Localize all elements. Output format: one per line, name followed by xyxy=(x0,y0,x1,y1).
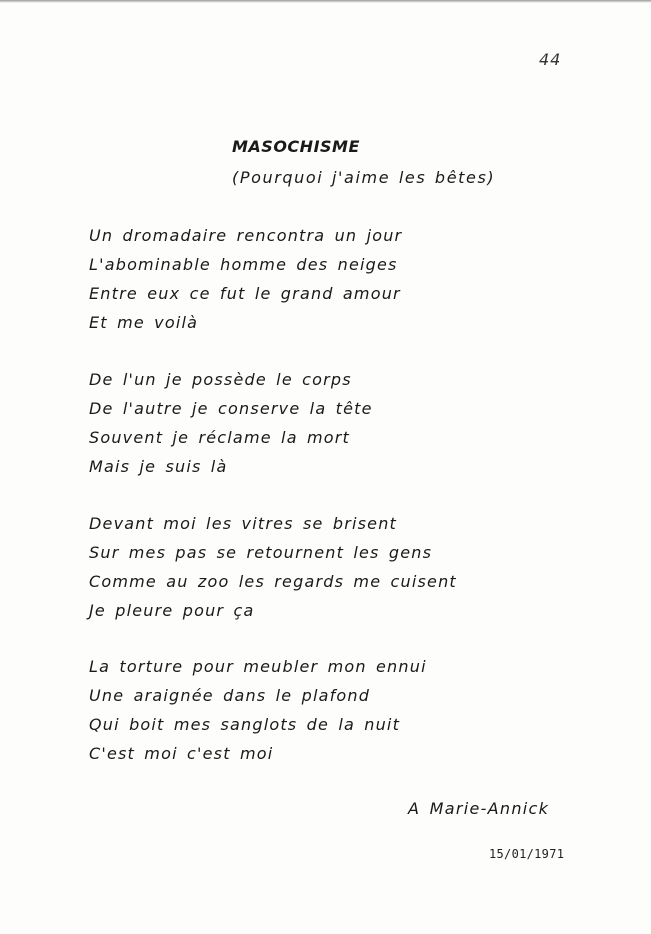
stanza-4 xyxy=(89,652,427,768)
stanza-1 xyxy=(89,221,402,337)
poem-line: Comme au zoo les regards me cuisent xyxy=(89,572,457,591)
poem-date: 15/01/1971 xyxy=(489,847,565,861)
page-top-edge xyxy=(0,0,651,3)
stanza-3 xyxy=(89,509,457,625)
poem-line: De l'autre je conserve la tête xyxy=(89,399,373,418)
dedication: A Marie-Annick xyxy=(408,799,550,818)
poem-line: C'est moi c'est moi xyxy=(89,744,274,763)
poem-line: Devant moi les vitres se brisent xyxy=(89,514,398,533)
poem-subtitle: (Pourquoi j'aime les bêtes) xyxy=(232,168,496,187)
poem-line: Entre eux ce fut le grand amour xyxy=(89,284,401,303)
poem-line: Et me voilà xyxy=(89,313,199,332)
poem-line: Un dromadaire rencontra un jour xyxy=(89,226,403,245)
poem-title: MASOCHISME xyxy=(232,137,360,156)
poem-line: Qui boit mes sanglots de la nuit xyxy=(89,715,401,734)
poem-line: Une araignée dans le plafond xyxy=(89,686,371,705)
poem-line: Je pleure pour ça xyxy=(89,601,255,620)
poem-line: Sur mes pas se retournent les gens xyxy=(89,543,433,562)
poem-line: Mais je suis là xyxy=(89,457,228,476)
poem-line: L'abominable homme des neiges xyxy=(89,255,398,274)
poem-line: De l'un je possède le corps xyxy=(89,370,352,389)
stanza-2 xyxy=(89,365,373,481)
page-number: 44 xyxy=(539,50,562,69)
poem-line: Souvent je réclame la mort xyxy=(89,428,351,447)
poem-line: La torture pour meubler mon ennui xyxy=(89,657,427,676)
